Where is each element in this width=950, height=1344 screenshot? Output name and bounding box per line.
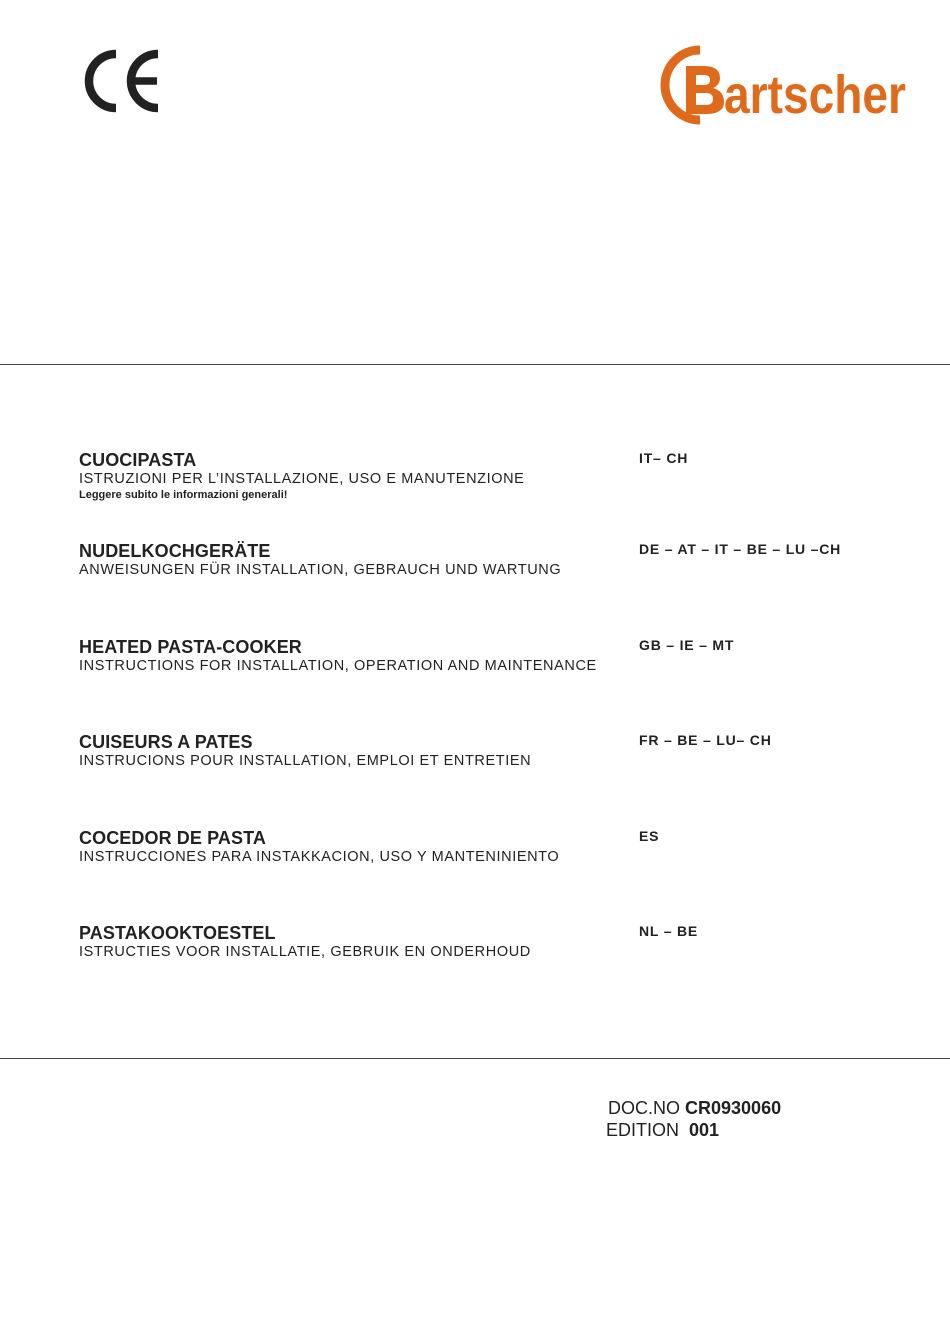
- section-countries: IT– CH: [639, 450, 689, 466]
- document-info: [606, 1097, 781, 1141]
- section-title: CUISEURS A PATES: [79, 732, 253, 752]
- section-subtitle: ANWEISUNGEN FÜR INSTALLATION, GEBRAUCH UND WARTUNG: [79, 562, 562, 578]
- section-title: CUOCIPASTA: [79, 450, 197, 470]
- doc-number-label: DOC.NO: [608, 1098, 680, 1118]
- section-title: PASTAKOOKTOESTEL: [79, 923, 276, 943]
- section-countries: FR – BE – LU– CH: [639, 732, 772, 748]
- section-subtitle: ISTRUCTIES VOOR INSTALLATIE, GEBRUIK EN ONDERHOUD: [79, 944, 531, 960]
- edition-row: [606, 1119, 781, 1141]
- section-title: COCEDOR DE PASTA: [79, 828, 266, 848]
- section-subtitle: INSTRUCIONS POUR INSTALLATION, EMPLOI ET ENTRETIEN: [79, 753, 532, 769]
- section-note: Leggere subito le informazioni generali!: [79, 489, 288, 501]
- doc-number-value: CR0930060: [685, 1098, 782, 1118]
- section-subtitle: INSTRUCCIONES PARA INSTAKKACION, USO Y MANTENINIENTO: [79, 849, 560, 865]
- section-countries: NL – BE: [639, 923, 699, 939]
- section-countries: DE – AT – IT – BE – LU –CH: [639, 541, 842, 557]
- bartscher-logo: [664, 44, 910, 126]
- section-countries: GB – IE – MT: [639, 637, 735, 653]
- edition-label: EDITION: [606, 1120, 680, 1140]
- section-title: NUDELKOCHGERÄTE: [79, 541, 271, 561]
- section-countries: ES: [639, 828, 660, 844]
- doc-number-row: [606, 1097, 781, 1119]
- edition-value: 001: [689, 1120, 720, 1140]
- section-subtitle: ISTRUZIONI PER L’INSTALLAZIONE, USO E MANUTENZIONE: [79, 471, 525, 487]
- section-title: HEATED PASTA-COOKER: [79, 637, 302, 657]
- top-divider: [0, 364, 950, 365]
- ce-mark-logo: [78, 44, 162, 118]
- bottom-divider: [0, 1058, 950, 1059]
- svg-text:artscher: artscher: [724, 65, 906, 125]
- section-subtitle: INSTRUCTIONS FOR INSTALLATION, OPERATION AND MAINTENANCE: [79, 658, 597, 674]
